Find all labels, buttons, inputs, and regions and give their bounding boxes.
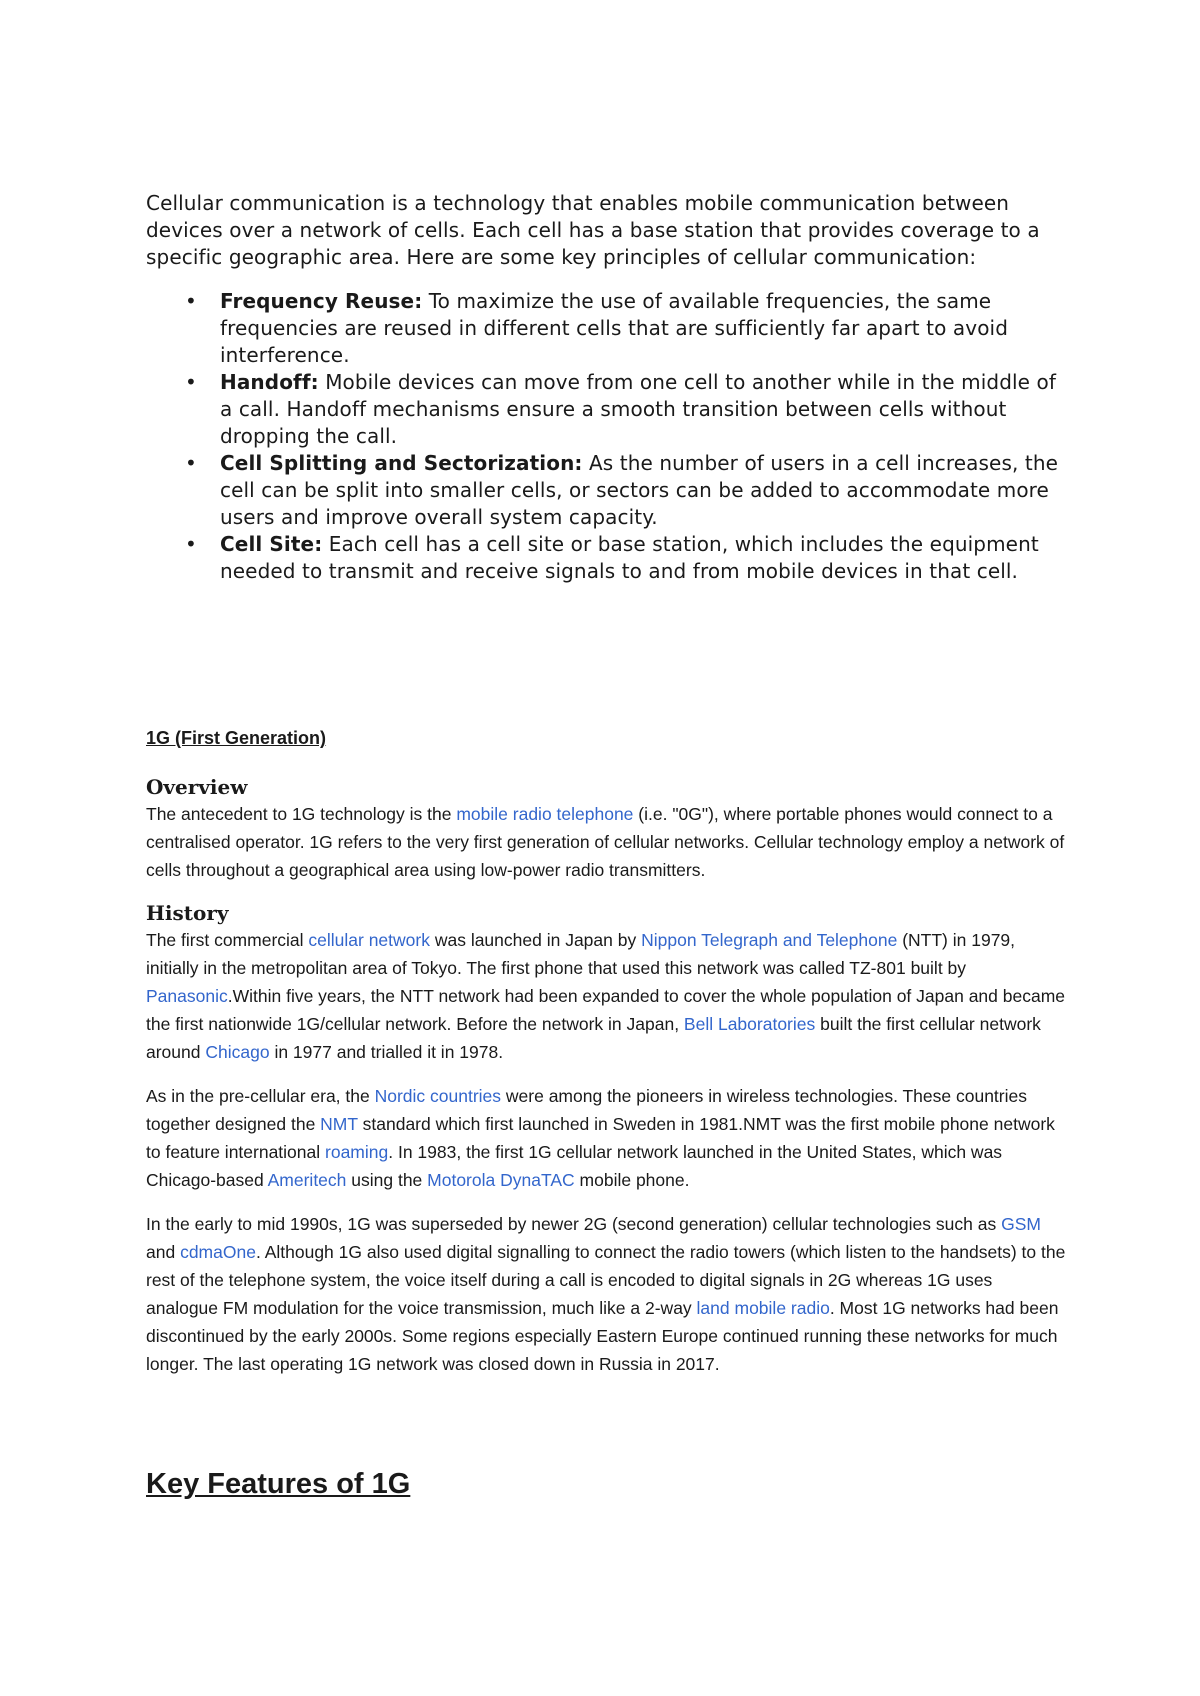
bullet-text: Mobile devices can move from one cell to another while in the middle of a call. Handoff mechanisms ensure a smooth transition between cells without dropping the call. bbox=[220, 370, 1056, 448]
bullet-term: Handoff: bbox=[220, 370, 319, 394]
bullet-icon: • bbox=[185, 451, 197, 475]
text-run: standard which first launched in Sweden in 1981.NMT was the first mobile phone network to feature international bbox=[146, 1114, 1055, 1162]
text-run: built the first cellular network around bbox=[146, 1014, 1041, 1062]
history-paragraph-2 bbox=[146, 1082, 1066, 1194]
bullet-text: As the number of users in a cell increases, the cell can be split into smaller cells, or sectors can be added to accommodate more users and improve overall system capacity. bbox=[220, 451, 1059, 529]
text-run: As in the pre-cellular era, the bbox=[146, 1086, 375, 1106]
principles-list bbox=[146, 288, 1066, 585]
bullet-text: Each cell has a cell site or base station, which includes the equipment needed to transmit and receive signals to and from mobile devices in that cell. bbox=[220, 532, 1039, 583]
link-ameritech[interactable]: Ameritech bbox=[267, 1170, 347, 1190]
link-nippon-telegraph[interactable]: Nippon Telegraph and Telephone bbox=[641, 930, 898, 950]
text-run: In the early to mid 1990s, 1G was superseded by newer 2G (second generation) cellular technologies such as bbox=[146, 1214, 1002, 1234]
link-panasonic[interactable]: Panasonic bbox=[146, 986, 228, 1006]
text-run: . In 1983, the first 1G cellular network launched in the United States, which was Chicago-based bbox=[146, 1142, 1003, 1190]
history-paragraph-1 bbox=[146, 926, 1066, 1066]
text-run: mobile phone. bbox=[574, 1170, 690, 1190]
intro-paragraph: Cellular communication is a technology that enables mobile communication between devices over a network of cells. Each cell has a base station that provides coverage to a specific geographic area. Here are some key principles of cellular communication: bbox=[146, 191, 1040, 269]
bullet-term: Cell Site: bbox=[220, 532, 323, 556]
link-nordic-countries[interactable]: Nordic countries bbox=[374, 1086, 502, 1106]
bullet-term: Frequency Reuse: bbox=[220, 289, 423, 313]
link-chicago[interactable]: Chicago bbox=[205, 1042, 270, 1062]
list-item bbox=[146, 288, 1066, 369]
text-run: (i.e. "0G"), where portable phones would connect to a centralised operator. 1G refers to the very first generation of cellular networks. Cellular technology employ a network of cells throughout a geographical area using low-power radio transmitters. bbox=[146, 804, 1065, 880]
bullet-icon: • bbox=[185, 289, 197, 313]
history-paragraph-3 bbox=[146, 1210, 1066, 1378]
link-mobile-radio-telephone[interactable]: mobile radio telephone bbox=[456, 804, 634, 824]
overview-paragraph bbox=[146, 800, 1066, 884]
link-motorola-dynatac[interactable]: Motorola DynaTAC bbox=[427, 1170, 575, 1190]
text-run: were among the pioneers in wireless technologies. These countries together designed the bbox=[146, 1086, 1027, 1134]
link-land-mobile-radio[interactable]: land mobile radio bbox=[696, 1298, 830, 1318]
intro-section bbox=[146, 190, 1066, 585]
bullet-text: To maximize the use of available frequencies, the same frequencies are reused in different cells that are sufficiently far apart to avoid interference. bbox=[220, 289, 1008, 367]
link-nmt[interactable]: NMT bbox=[320, 1114, 358, 1134]
document-page bbox=[146, 190, 1066, 1500]
text-run: and bbox=[146, 1242, 181, 1262]
link-cellular-network[interactable]: cellular network bbox=[308, 930, 430, 950]
text-run: The first commercial bbox=[146, 930, 309, 950]
text-run: using the bbox=[346, 1170, 428, 1190]
text-run: .Within five years, the NTT network had been expanded to cover the whole population of Japan and became the first nationwide 1G/cellular network. Before the network in Japan, bbox=[146, 986, 1066, 1034]
link-gsm[interactable]: GSM bbox=[1001, 1214, 1041, 1234]
list-item bbox=[146, 531, 1066, 585]
link-bell-laboratories[interactable]: Bell Laboratories bbox=[683, 1014, 816, 1034]
text-run: The antecedent to 1G technology is the bbox=[146, 804, 457, 824]
first-generation-section bbox=[146, 774, 1066, 1394]
list-item bbox=[146, 369, 1066, 450]
text-run: . Although 1G also used digital signalling to connect the radio towers (which listen to the handsets) to the rest of the telephone system, the voice itself during a call is encoded to digital signals in 2G whereas 1G uses analogue FM modulation for the voice transmission, much like a 2-way bbox=[146, 1242, 1066, 1318]
bullet-icon: • bbox=[185, 532, 197, 556]
text-run: in 1977 and trialled it in 1978. bbox=[269, 1042, 504, 1062]
overview-heading: Overview bbox=[146, 775, 248, 799]
link-cdmaone[interactable]: cdmaOne bbox=[180, 1242, 256, 1262]
key-features-heading: Key Features of 1G bbox=[146, 1468, 411, 1500]
text-run: (NTT) in 1979, initially in the metropolitan area of Tokyo. The first phone that used this network was called TZ-801 built by bbox=[146, 930, 1016, 978]
list-item bbox=[146, 450, 1066, 531]
text-run: . Most 1G networks had been discontinued by the early 2000s. Some regions especially Eastern Europe continued running these networks for much longer. The last operating 1G network was closed down in Russia in 2017. bbox=[146, 1298, 1059, 1374]
section-title: 1G (First Generation) bbox=[146, 728, 327, 748]
history-heading: History bbox=[146, 901, 229, 925]
text-run: was launched in Japan by bbox=[429, 930, 642, 950]
link-roaming[interactable]: roaming bbox=[325, 1142, 389, 1162]
bullet-term: Cell Splitting and Sectorization: bbox=[220, 451, 583, 475]
bullet-icon: • bbox=[185, 370, 197, 394]
